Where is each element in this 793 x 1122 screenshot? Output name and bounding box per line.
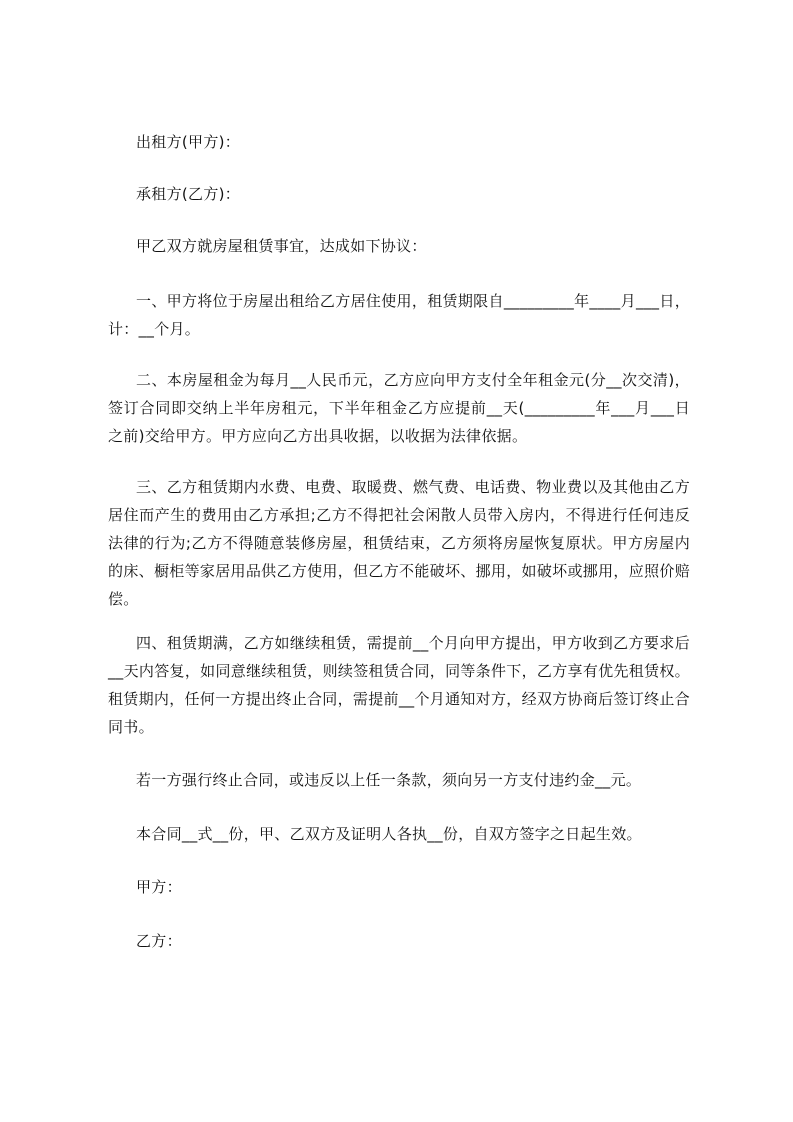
lessor-line: 出租方(甲方)： xyxy=(136,133,241,151)
party-b-signature-line: 乙方： xyxy=(136,932,182,950)
clause-4-renewal: 四、租赁期满，乙方如继续租赁，需提前__个月向甲方提出，甲方收到乙方要求后__天内答复，如同意继续租赁，则续签租赁合同，同等条件下，乙方享有优先租赁权。租赁期内，任何一方提出终止合同，需提前__个月通知对方，经双方协商后签订终止合同书。 xyxy=(108,634,690,736)
clause-2-rent: 二、本房屋租金为每月__人民币元，乙方应向甲方支付全年租金元(分__次交清)，签订合同即交纳上半年房租元，下半年租金乙方应提前__天(_________年___月___日之前)交给甲方。甲方应向乙方出具收据，以收据为法律依据。 xyxy=(108,371,690,445)
lessee-line: 承租方(乙方)： xyxy=(136,185,241,203)
intro-paragraph: 甲乙双方就房屋租赁事宜，达成如下协议： xyxy=(136,237,427,255)
breach-penalty-paragraph: 若一方强行终止合同，或违反以上任一条款，须向另一方支付违约金__元。 xyxy=(136,771,642,789)
party-a-signature-line: 甲方： xyxy=(136,878,182,896)
clause-3-expenses: 三、乙方租赁期内水费、电费、取暖费、燃气费、电话费、物业费以及其他由乙方居住而产生的费用由乙方承担;乙方不得把社会闲散人员带入房内，不得进行任何违反法律的行为;乙方不得随意装修房屋，租赁结束，乙方须将房屋恢复原状。甲方房屋内的床、橱柜等家居用品供乙方使用，但乙方不能破坏、挪用，如破坏或挪用，应照价赔偿。 xyxy=(108,478,690,608)
clause-1-lease-term: 一、甲方将位于房屋出租给乙方居住使用，租赁期限自_________年____月___日，计：__个月。 xyxy=(108,292,690,338)
copies-paragraph: 本合同__式__份，甲、乙双方及证明人各执__份，自双方签字之日起生效。 xyxy=(136,825,642,843)
